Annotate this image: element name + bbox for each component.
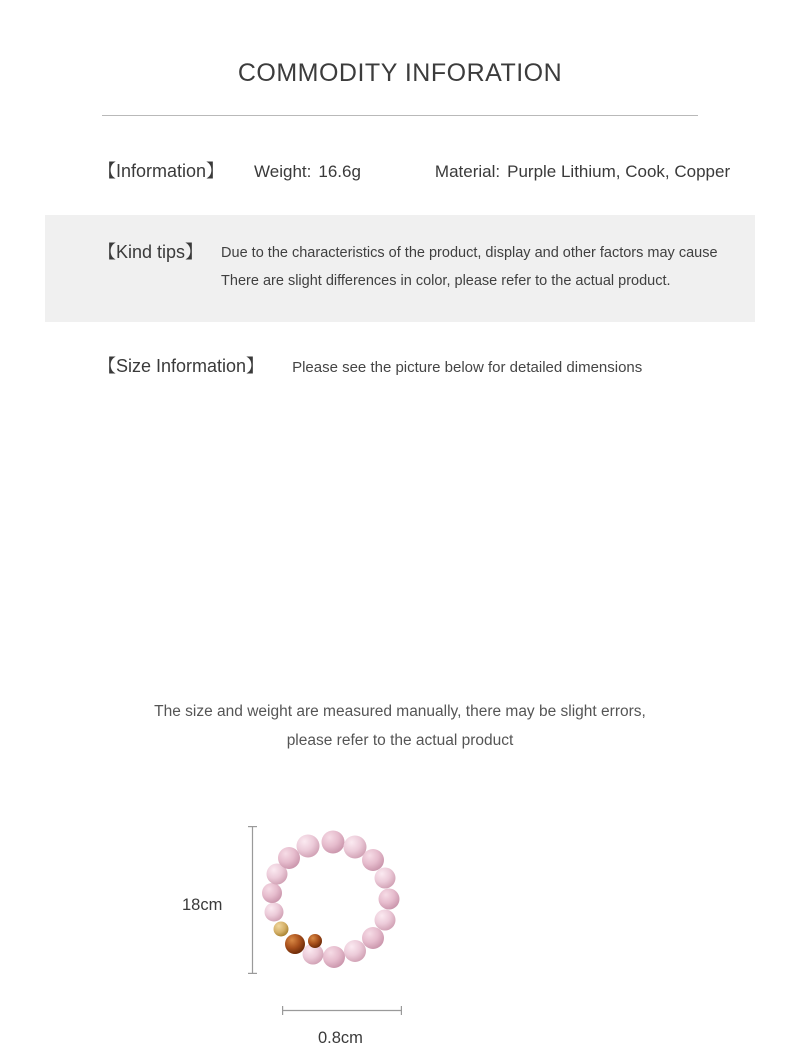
kind-tips-label: 【Kind tips】 [98,242,204,262]
footer-line-1: The size and weight are measured manually, there may be slight errors, [154,703,646,720]
kind-tips-panel [45,215,755,322]
size-information-label: 【Size Information】 [98,355,265,376]
vertical-dimension-caliper-icon [248,826,257,974]
horizontal-dimension-caliper-icon [282,1006,402,1015]
kind-tips-body [221,240,717,296]
material-value: Purple Lithium, Cook, Copper [507,162,731,181]
bracelet-product-image [258,828,408,976]
size-information-note: Please see the picture below for detailed dimensions [292,358,643,376]
weight-value: 16.6g [318,162,361,181]
weight-label: Weight: [254,162,312,181]
information-row [0,116,800,183]
kind-tips-line-2: There are slight differences in color, please refer to the actual product. [221,272,671,289]
material-label: Material: [434,162,501,181]
kind-tips-line-1: Due to the characteristics of the product, display and other factors may cause [221,245,718,261]
height-dimension-label: 18cm [182,895,223,914]
footer-line-2: please refer to the actual product [286,731,514,749]
width-dimension-label: 0.8cm [318,1028,363,1047]
page-title: COMMODITY INFORATION [237,59,563,87]
information-label: 【Information】 [98,161,225,181]
size-information-row [0,322,800,378]
material-field [435,162,730,182]
weight-field [254,162,361,182]
footer-note [0,698,800,756]
